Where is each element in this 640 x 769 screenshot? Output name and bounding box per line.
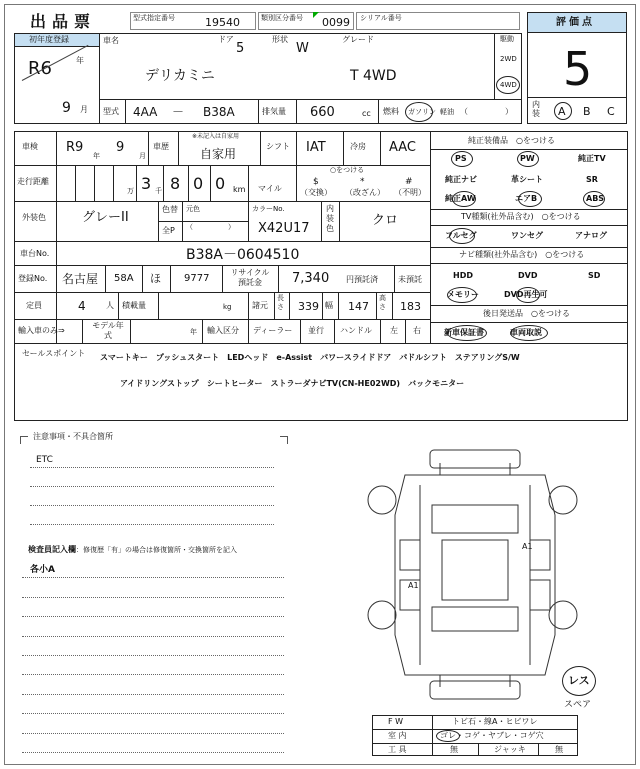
later-warranty-book: 新車保証書: [444, 328, 484, 337]
inspector-label: 検査員記入欄: [28, 545, 76, 554]
grade-value: T 4WD: [350, 68, 397, 84]
equip-airbag: エアB: [515, 194, 538, 203]
capacity-unit: 人: [106, 301, 114, 310]
serial-no-label: シリアル番号: [360, 14, 402, 22]
displacement-value: 660: [310, 105, 335, 120]
equip-oem-navi: 純正ナビ: [445, 175, 477, 184]
inspector-text: 各小A: [30, 565, 55, 575]
equip-oem-aw: 純正AW: [445, 194, 476, 203]
tv-fullseg: フルセグ: [445, 231, 477, 240]
shift-value: IAT: [306, 140, 326, 155]
load-label: 積載量: [122, 301, 146, 310]
first-reg-year-unit: 年: [76, 56, 84, 65]
registration-number: 9777: [184, 273, 210, 284]
spare-value: レス: [568, 674, 590, 687]
load-kg-unit: kg: [223, 303, 232, 311]
model-code: 4AA: [133, 105, 158, 119]
recycle-unpaid-label: 未預託: [398, 275, 422, 284]
mileage-digit-1: 3: [141, 174, 152, 193]
mileage-sen-unit: 千: [155, 187, 162, 195]
mileage-label: 走行距離: [17, 177, 49, 186]
equip-sunroof: SR: [586, 175, 598, 184]
original-color-label: 元色: [186, 205, 200, 213]
jack-value: 無: [555, 745, 563, 754]
ac-label: 冷房: [350, 142, 366, 151]
tools-label: 工 具: [388, 745, 407, 754]
history-value: 自家用: [200, 147, 237, 161]
fw-label: F W: [388, 717, 404, 726]
notes-text: ETC: [36, 455, 53, 465]
mileage-mile-label: マイル: [258, 184, 282, 193]
interior-option-a: A: [558, 105, 566, 118]
model-chassis: B38A: [203, 105, 235, 119]
first-reg-month: 9: [62, 100, 71, 116]
door-label: ドア: [218, 35, 234, 44]
mileage-opt-exchange: $: [313, 177, 319, 187]
mileage-digit-2: 8: [170, 174, 181, 193]
interior-row-value: ゴレ・コゲ・ヤブレ・コゲ穴: [440, 731, 544, 740]
interior-label: 内装: [532, 100, 540, 118]
displacement-label: 排気量: [262, 107, 286, 116]
mileage-opt-tampered: *: [360, 177, 365, 187]
handle-label: ハンドル: [340, 326, 372, 335]
cc-unit: cc: [362, 109, 371, 118]
model-no-label: 型式指定番号: [133, 14, 175, 22]
navi-memory: メモリー: [447, 290, 479, 299]
score-value: 5: [563, 42, 593, 96]
height-label: 高さ: [379, 294, 386, 311]
notes-label: 注意事項・不具合箇所: [33, 432, 113, 441]
equipment-title: 純正装備品 ○をつける: [468, 136, 555, 145]
class-no-value: 0099: [322, 16, 350, 29]
original-color-paren: （ ）: [186, 223, 235, 231]
fuel-paren-open: （: [460, 107, 468, 116]
navi-title: ナビ種類(社外品含む) ○をつける: [459, 250, 585, 259]
history-note: ※未記入は自家用: [192, 133, 240, 140]
mileage-label-unknown: （不明）: [394, 188, 426, 197]
ac-value: AAC: [389, 140, 416, 155]
mileage-digit-4: 0: [215, 174, 226, 193]
car-name-label: 車名: [103, 36, 119, 45]
import-model-year-label: モデル年式: [92, 321, 124, 340]
damage-mark-left-door: A1: [408, 581, 419, 590]
recycle-value: 7,340: [292, 271, 330, 286]
later-items-title: 後日発送品 ○をつける: [483, 309, 570, 318]
navi-sd: SD: [588, 271, 601, 280]
first-reg-label: 初年度登録: [29, 35, 69, 44]
mileage-opt-unknown: #: [405, 177, 413, 187]
history-label: 車歴: [153, 142, 169, 151]
registration-class: 58A: [114, 273, 134, 284]
later-owner-manual: 車両取説: [510, 328, 542, 337]
mileage-km-unit: km: [233, 185, 246, 194]
inspection-month-unit: 月: [139, 152, 146, 160]
model-label: 型式: [103, 107, 119, 116]
fuel-diesel: 軽油: [440, 108, 454, 116]
corner-marker: [313, 12, 319, 18]
capacity-value: 4: [78, 299, 86, 313]
dimensions-label: 諸元: [252, 301, 268, 310]
handle-right: 右: [413, 326, 421, 335]
drive-2wd: 2WD: [500, 55, 517, 63]
mileage-circle-note: ○をつける: [330, 166, 365, 174]
length-value: 339: [298, 300, 319, 313]
score-label: 評価点: [556, 17, 595, 28]
recycle-label: リサイクル預託金: [230, 268, 270, 287]
door-value: 5: [236, 41, 245, 56]
equip-oem-tv: 純正TV: [578, 154, 606, 163]
import-parallel: 並行: [308, 326, 324, 335]
interior-option-c: C: [607, 105, 615, 118]
registration-city: 名古屋: [62, 272, 99, 286]
inspection-label: 車検: [22, 142, 38, 151]
equip-leather-seat: 革シート: [511, 175, 543, 184]
notes-bracket-right: [280, 436, 288, 444]
equip-abs: ABS: [586, 194, 605, 203]
recycle-paid-label: 円預託済: [346, 275, 378, 284]
tv-oneseg: ワンセグ: [511, 231, 543, 240]
class-no-label: 類別区分番号: [261, 14, 303, 22]
notes-bracket-left: [20, 436, 28, 444]
interior-color-label: 内装色: [326, 204, 334, 233]
tv-analog: アナログ: [575, 231, 607, 240]
inspection-year-unit: 年: [93, 152, 100, 160]
fuel-paren-close: ）: [505, 107, 513, 116]
interior-option-b: B: [583, 105, 591, 118]
width-label: 幅: [325, 301, 333, 310]
jack-label: ジャッキ: [494, 745, 526, 754]
shape-label: 形状: [272, 35, 288, 44]
mileage-digit-3: 0: [193, 174, 204, 193]
inspection-month: 9: [116, 140, 125, 155]
tools-value: 無: [450, 745, 458, 754]
fw-value: トビ石・線A・ヒビワレ: [452, 717, 538, 726]
page-title: 出品票: [30, 12, 97, 31]
navi-hdd: HDD: [453, 271, 473, 280]
length-label: 長さ: [277, 294, 284, 311]
fuel-gasoline: ガソリン: [408, 108, 436, 116]
all-paint-label: 全P: [162, 226, 175, 235]
exterior-color-value: グレーII: [82, 210, 129, 225]
first-reg-era: R6: [28, 58, 52, 79]
chassis-no-value: B38A－0604510: [186, 247, 300, 263]
fuel-label: 燃料: [383, 107, 399, 116]
shift-label: シフト: [266, 142, 290, 151]
mileage-man-unit: 万: [127, 187, 134, 195]
car-name-value: デリカミニ: [145, 68, 215, 84]
chassis-no-label: 車台No.: [20, 249, 50, 258]
model-dash: －: [172, 105, 185, 119]
navi-dvd: DVD: [518, 271, 538, 280]
equip-pw: PW: [520, 154, 535, 163]
selling-points-line-1: スマートキー プッシュスタート LEDヘッド e-Assist パワースライドドア パドルシフト ステアリングS/W: [100, 353, 520, 362]
drive-label: 駆動: [500, 35, 514, 43]
shape-value: W: [296, 41, 309, 56]
selling-points-line-2: アイドリングストップ シートヒーター ストラーダナビTV(CN-HE02WD) バックモニター: [120, 379, 465, 388]
equip-ps: PS: [455, 154, 467, 163]
spare-label: スペア: [564, 700, 592, 710]
interior-row-label: 室 内: [388, 731, 407, 740]
selling-points-label: セールスポイント: [22, 349, 86, 358]
import-category-label: 輸入区分: [207, 326, 239, 335]
width-value: 147: [348, 300, 369, 313]
exterior-color-label: 外装色: [22, 213, 46, 222]
inspection-year: R9: [66, 140, 84, 155]
color-no-label: カラーNo.: [252, 205, 285, 213]
drive-4wd: 4WD: [500, 81, 517, 89]
color-change-label: 色替: [162, 205, 178, 214]
capacity-label: 定員: [26, 301, 42, 310]
import-label: 輸入車のみ⇒: [18, 326, 65, 335]
inspector-note: ：修復歴「有」の場合は修復箇所・交換箇所を記入: [76, 546, 237, 554]
damage-mark-right-door: A1: [522, 542, 533, 551]
navi-dvd-play: DVD再生可: [504, 290, 548, 299]
registration-label: 登録No.: [18, 274, 48, 283]
first-reg-month-unit: 月: [80, 105, 88, 114]
handle-left: 左: [390, 326, 398, 335]
tv-title: TV種類(社外品含む) ○をつける: [461, 212, 581, 221]
model-no-value: 19540: [205, 16, 240, 29]
interior-color-value: クロ: [372, 213, 399, 228]
import-dealer: ディーラー: [253, 326, 293, 335]
color-no-value: X42U17: [258, 221, 310, 236]
import-year-unit: 年: [190, 328, 197, 336]
mileage-label-exchange: （交換）: [300, 188, 332, 197]
grade-label: グレード: [342, 35, 374, 44]
registration-kana: ほ: [150, 272, 161, 285]
mileage-label-tampered: （改ざん）: [345, 188, 385, 197]
car-diagram: [360, 445, 585, 707]
height-value: 183: [400, 300, 421, 313]
